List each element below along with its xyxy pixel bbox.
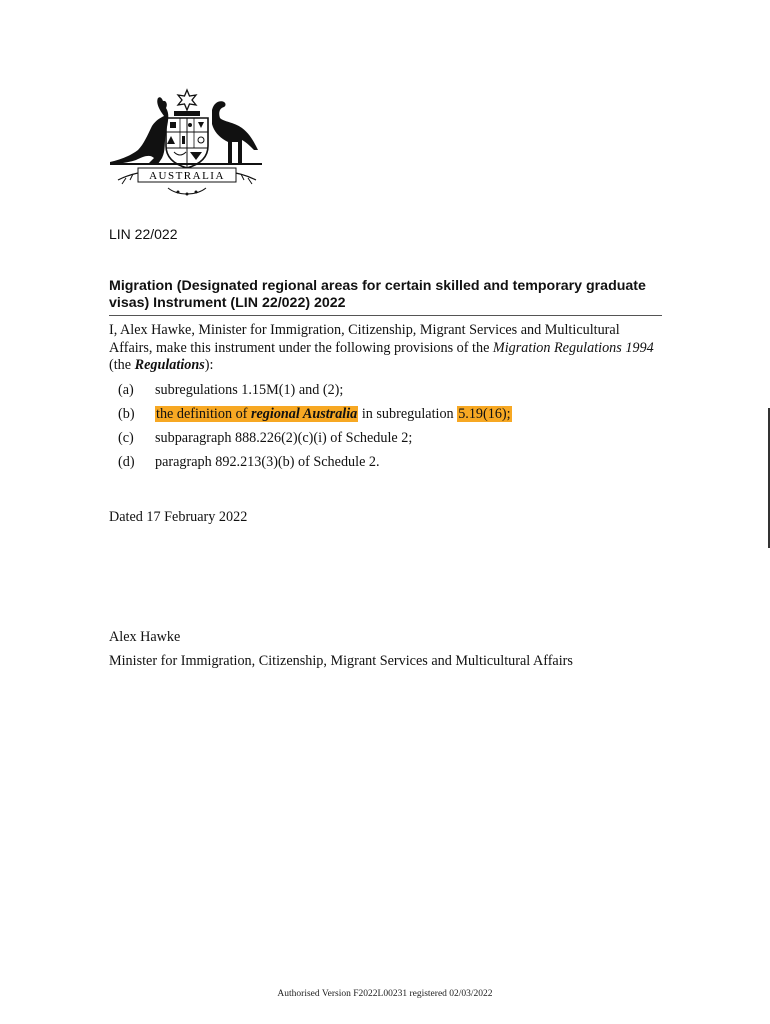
provision-number: (b)	[118, 406, 135, 422]
provision-text: subparagraph 888.226(2)(c)(i) of Schedule 2;	[155, 430, 413, 446]
instrument-number: LIN 22/022	[109, 226, 178, 242]
date-line: Dated 17 February 2022	[109, 509, 248, 525]
provision-item	[118, 404, 658, 428]
coat-of-arms-logo	[108, 88, 266, 200]
provisions-list	[118, 380, 658, 476]
regulations-title: Migration Regulations 1994	[492, 339, 654, 356]
provision-text-pre: the definition of	[156, 406, 251, 422]
provision-text: subregulations 1.15M(1) and (2);	[155, 382, 344, 398]
page-footer: Authorised Version F2022L00231 registered 02/03/2022	[277, 989, 493, 999]
preamble-text-1: I, Alex Hawke, Minister for Immigration, Citizenship, Migrant Services and Multicultural Affairs, make this instrument under the following provisions of the	[109, 322, 620, 356]
provision-number: (d)	[118, 454, 135, 470]
provision-number: (a)	[118, 382, 134, 398]
preamble-paragraph	[109, 322, 654, 375]
defined-term-regulations: Regulations	[134, 357, 205, 373]
signatory-name: Alex Hawke	[109, 629, 181, 645]
defined-term-regional-australia: regional Australia	[250, 406, 358, 422]
highlight-annotation[interactable]	[155, 406, 358, 422]
signatory-title: Minister for Immigration, Citizenship, Migrant Services and Multicultural Affairs	[109, 653, 573, 669]
provision-text	[155, 404, 512, 424]
crest-motto: AUSTRALIA	[149, 170, 225, 182]
provision-text: paragraph 892.213(3)(b) of Schedule 2.	[155, 454, 380, 470]
preamble-text-2: (the	[109, 357, 135, 373]
provision-number: (c)	[118, 430, 134, 446]
provision-item	[118, 380, 658, 404]
provision-item	[118, 452, 658, 476]
provision-item	[118, 428, 658, 452]
title-divider	[109, 315, 662, 316]
highlight-annotation[interactable]: 5.19(16);	[458, 406, 511, 422]
provision-text-mid: in subregulation	[358, 406, 458, 422]
preamble-text-3: ):	[204, 357, 214, 373]
document-title: Migration (Designated regional areas for certain skilled and temporary graduate visas) Instrument (LIN 22/022) 2022	[109, 278, 646, 311]
